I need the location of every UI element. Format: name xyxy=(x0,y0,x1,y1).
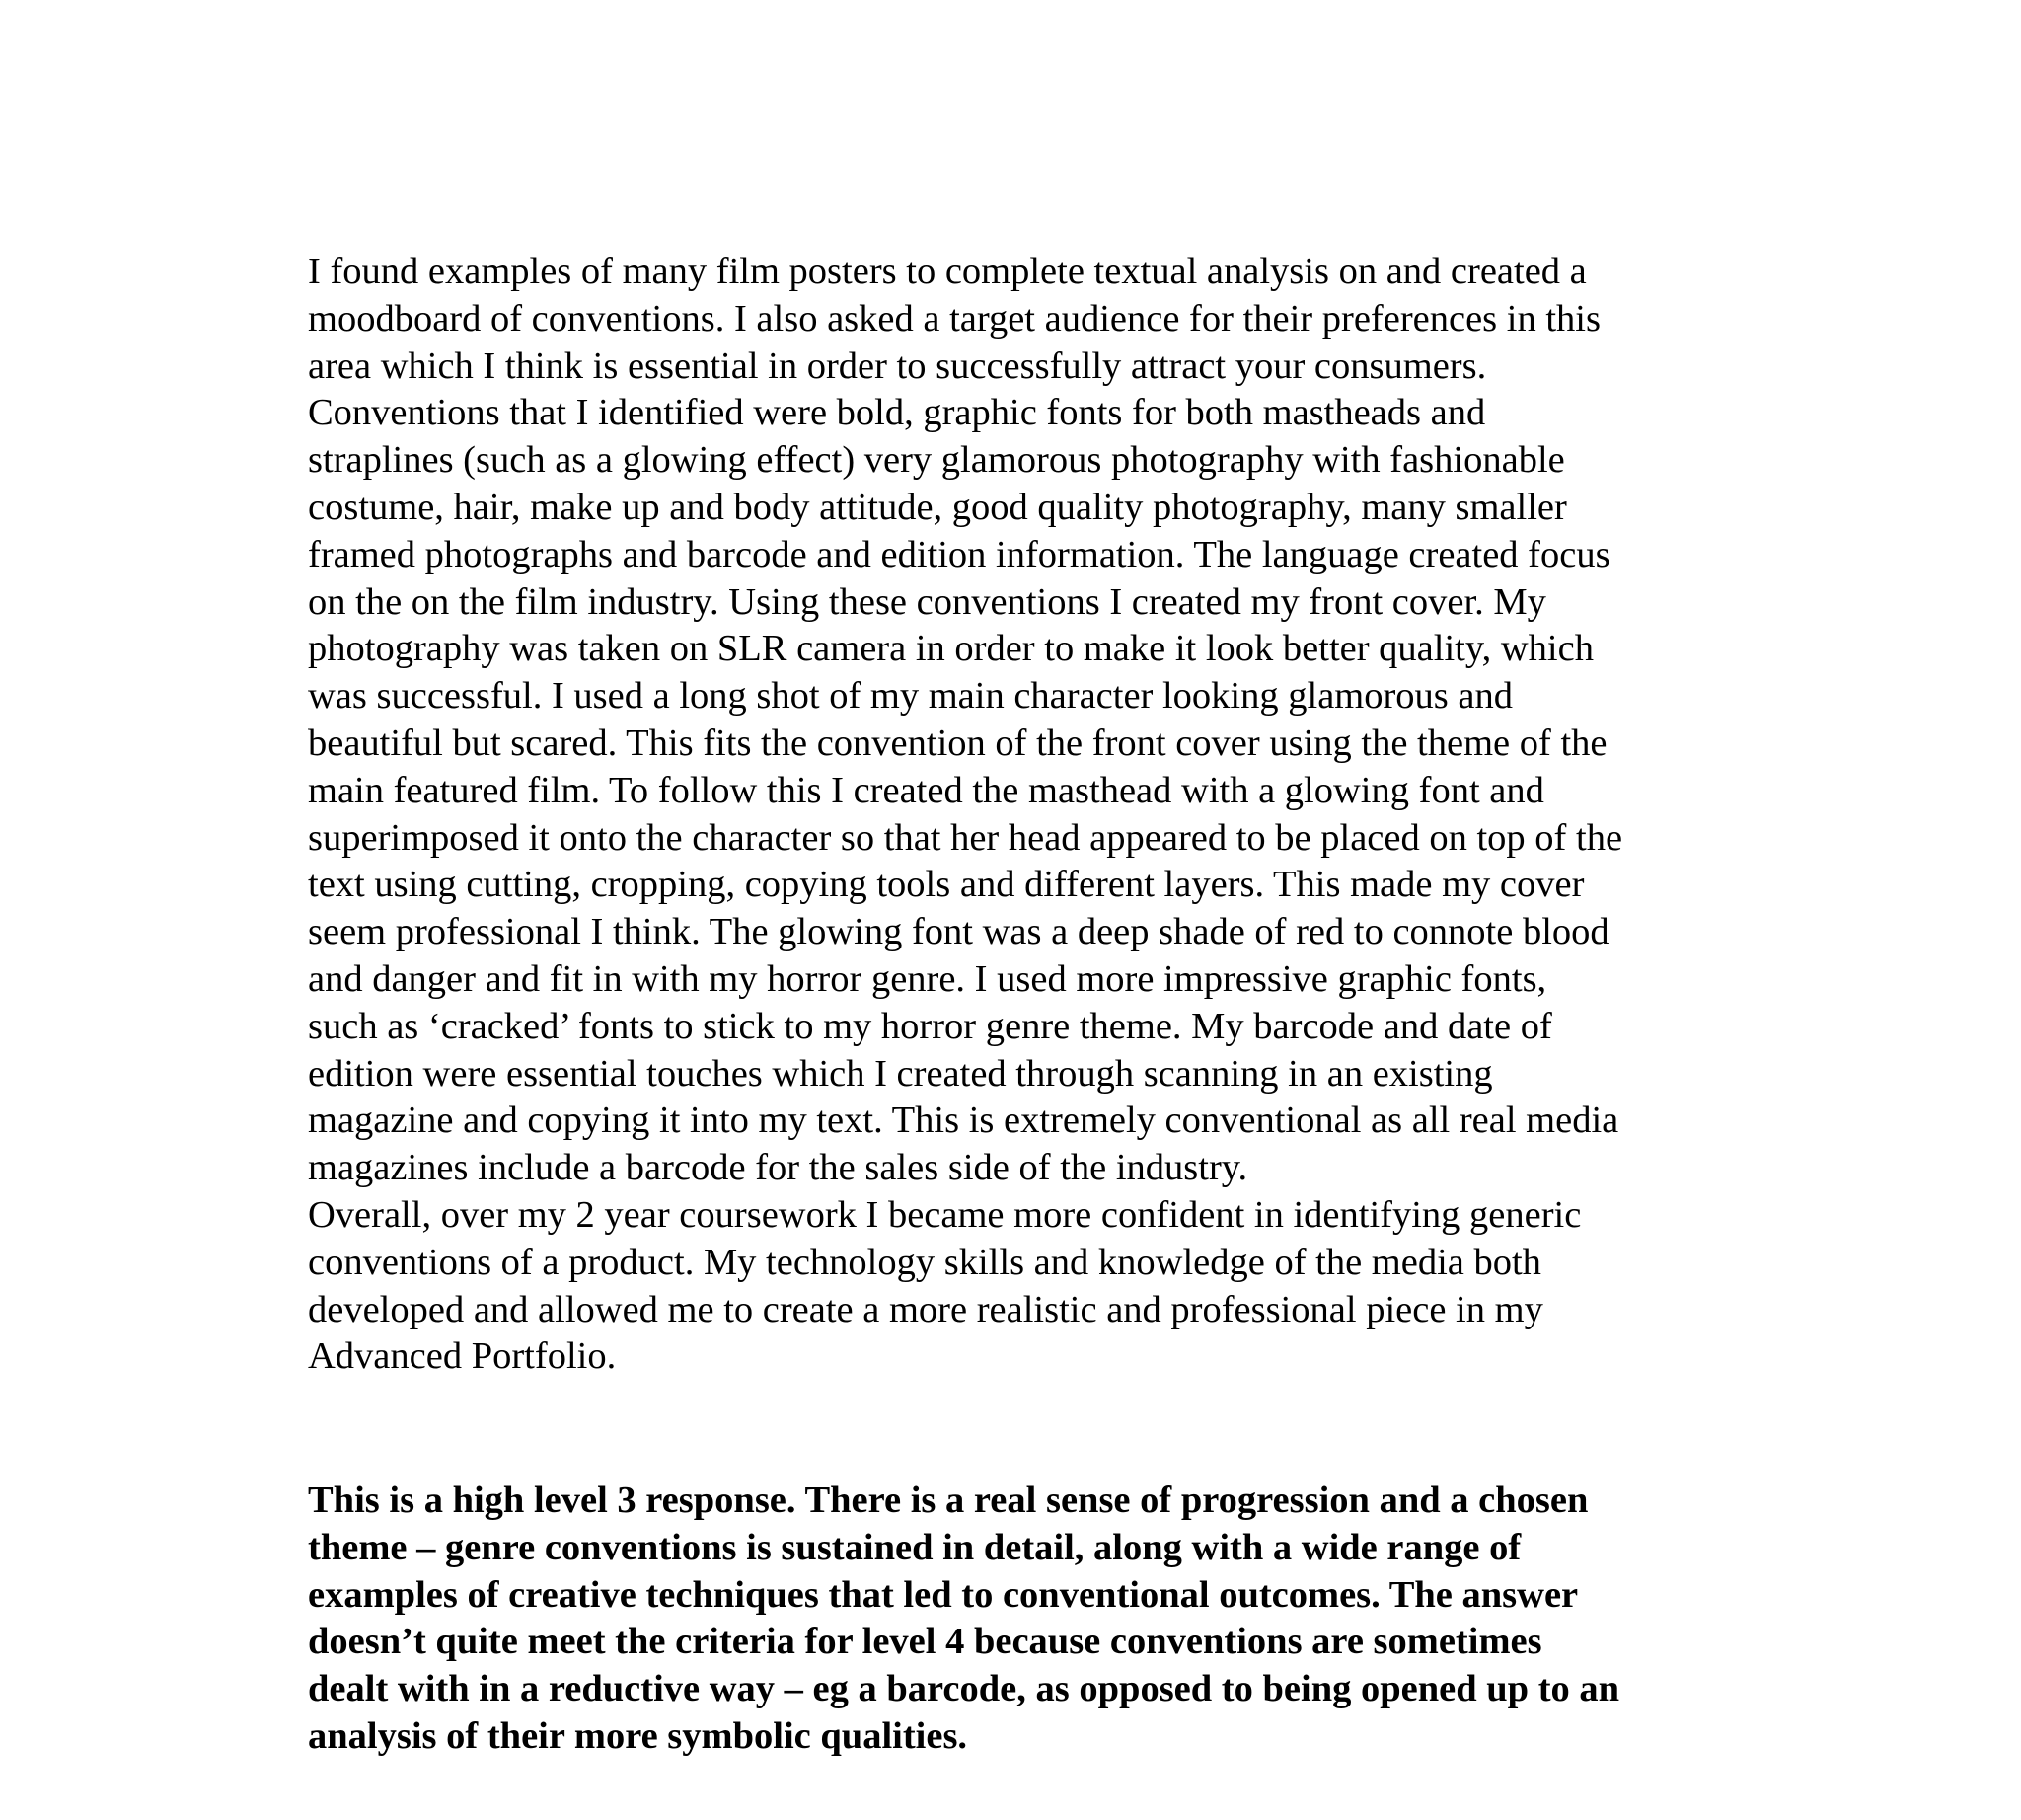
essay-line: Advanced Portfolio. xyxy=(308,1335,617,1378)
essay-line: straplines (such as a glowing effect) very glamorous photography with fashionable xyxy=(308,439,1565,482)
essay-line: edition were essential touches which I created through scanning in an existing xyxy=(308,1052,1493,1095)
essay-line: area which I think is essential in order to successfully attract your consumers. xyxy=(308,344,1487,387)
feedback-line: This is a high level 3 response. There is a real sense of progression and a chosen xyxy=(308,1479,1589,1521)
essay-line: magazine and copying it into my text. This is extremely conventional as all real media xyxy=(308,1100,1619,1142)
essay-line: and danger and fit in with my horror genre. I used more impressive graphic fonts, xyxy=(308,957,1547,1000)
feedback-line: doesn’t quite meet the criteria for level 4 because conventions are sometimes xyxy=(308,1621,1542,1663)
essay-line: superimposed it onto the character so that her head appeared to be placed on top of the xyxy=(308,816,1623,859)
essay-line: Overall, over my 2 year coursework I became more confident in identifying generic xyxy=(308,1193,1582,1236)
essay-line: photography was taken on SLR camera in order to make it look better quality, which xyxy=(308,628,1594,670)
essay-line: costume, hair, make up and body attitude, good quality photography, many smaller xyxy=(308,486,1567,528)
essay-line: beautiful but scared. This fits the convention of the front cover using the theme of the xyxy=(308,721,1608,764)
essay-line: seem professional I think. The glowing font was a deep shade of red to connote blood xyxy=(308,911,1609,953)
essay-line: on the on the film industry. Using these conventions I created my front cover. My xyxy=(308,580,1546,623)
essay-line: such as ‘cracked’ fonts to stick to my horror genre theme. My barcode and date of xyxy=(308,1005,1552,1047)
essay-line: Conventions that I identified were bold, graphic fonts for both mastheads and xyxy=(308,392,1486,434)
feedback-line: analysis of their more symbolic qualities. xyxy=(308,1714,968,1757)
essay-line: developed and allowed me to create a more realistic and professional piece in my xyxy=(308,1288,1543,1330)
essay-line: was successful. I used a long shot of my main character looking glamorous and xyxy=(308,675,1514,718)
essay-line: text using cutting, cropping, copying tools and different layers. This made my cover xyxy=(308,864,1585,906)
feedback-line: examples of creative techniques that led to conventional outcomes. The answer xyxy=(308,1573,1579,1616)
feedback-line: dealt with in a reductive way – eg a barcode, as opposed to being opened up to an xyxy=(308,1668,1620,1710)
essay-line: conventions of a product. My technology skills and knowledge of the media both xyxy=(308,1241,1541,1283)
examiner-feedback xyxy=(308,1478,1768,1761)
essay-line: framed photographs and barcode and edition information. The language created focus xyxy=(308,533,1610,575)
essay-line: moodboard of conventions. I also asked a target audience for their preferences in this xyxy=(308,297,1601,340)
essay-line: I found examples of many film posters to complete textual analysis on and created a xyxy=(308,251,1587,292)
feedback-line: theme – genre conventions is sustained in detail, along with a wide range of xyxy=(308,1526,1522,1568)
essay-line: main featured film. To follow this I created the masthead with a glowing font and xyxy=(308,769,1544,811)
essay-text xyxy=(308,249,1768,1381)
essay-line: magazines include a barcode for the sales side of the industry. xyxy=(308,1147,1248,1189)
